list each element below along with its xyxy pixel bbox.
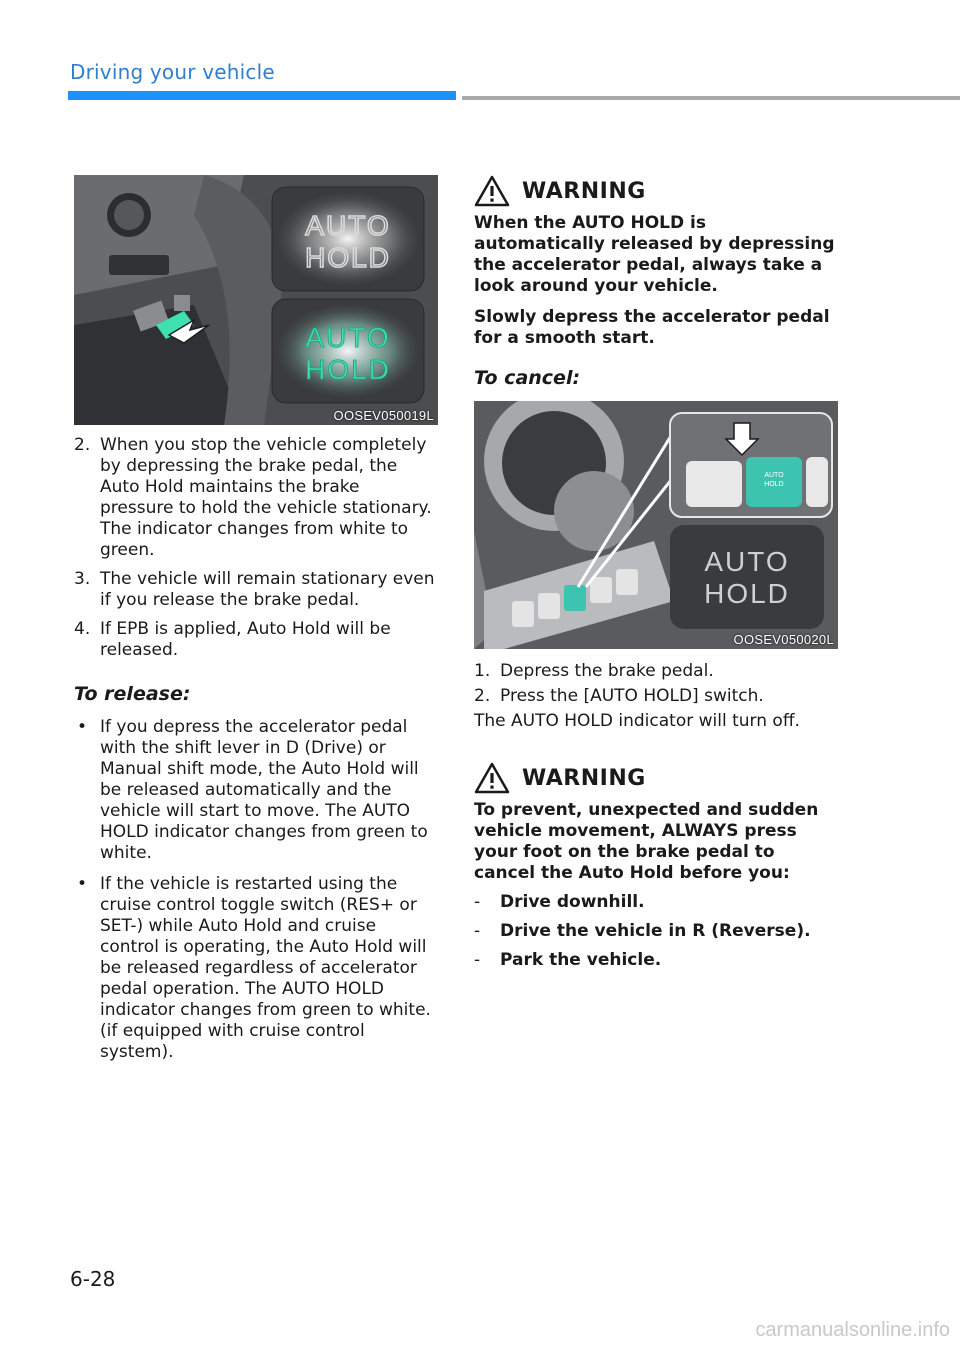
step-number: 2.	[474, 686, 491, 706]
warning-triangle-icon	[474, 762, 510, 794]
page-header-title: Driving your vehicle	[70, 60, 275, 84]
switch-indicator-line1: AUTO	[704, 546, 790, 577]
pedal-scene-graphic	[74, 175, 438, 425]
warning-box-accelerator	[474, 175, 838, 349]
warning-triangle-icon	[474, 175, 510, 207]
indicator-white-line1: AUTO	[305, 210, 391, 241]
step-number: 1.	[474, 661, 491, 681]
auto-hold-pedal-illustration	[74, 175, 438, 425]
switch-indicator-line2: HOLD	[704, 578, 790, 609]
bullet-icon: •	[77, 717, 88, 737]
list-item	[474, 686, 838, 707]
warning-paragraph: Slowly depress the accelerator pedal for a smooth start.	[474, 307, 830, 348]
step-number: 3.	[74, 569, 91, 589]
list-item	[474, 950, 838, 971]
warning-intro: To prevent, unexpected and sudden vehicle movement, ALWAYS press your foot on the brake pedal to cancel the Auto Hold before you:	[474, 800, 819, 883]
bullet-text: If you depress the accelerator pedal with the shift lever in D (Drive) or Manual shift mode, the Auto Hold will be released automatically and the vehicle will start to move. The AUTO HOLD indicator changes from green to white.	[100, 717, 428, 863]
auto-hold-switch-illustration	[474, 401, 838, 649]
indicator-green-line2: HOLD	[305, 354, 391, 385]
dash-icon: -	[474, 921, 481, 941]
list-item	[74, 874, 438, 1063]
switch-button-line1: AUTO	[764, 472, 784, 479]
figure-code: OOSEV050020L	[733, 632, 834, 647]
dash-item-text: Drive downhill.	[500, 892, 645, 912]
list-item	[74, 435, 438, 561]
cancel-steps-list	[474, 661, 838, 707]
release-bullet-list	[74, 717, 438, 1063]
step-text: When you stop the vehicle completely by depressing the brake pedal, the Auto Hold maintains the brake pressure to hold the vehicle stationary. The indicator changes from white to green.	[100, 435, 432, 560]
switch-button-line2: HOLD	[764, 481, 784, 488]
warning-paragraph: When the AUTO HOLD is automatically released by depressing the accelerator pedal, always take a look around your vehicle.	[474, 213, 835, 296]
warning-box-movement	[474, 762, 838, 971]
indicator-white-line2: HOLD	[305, 242, 391, 273]
header-rule-blue	[68, 91, 456, 100]
list-item	[74, 619, 438, 661]
dash-item-text: Park the vehicle.	[500, 950, 662, 970]
list-item	[474, 892, 838, 913]
site-watermark: carmanualsonline.info	[755, 1319, 950, 1341]
cancel-result-text: The AUTO HOLD indicator will turn off.	[474, 711, 800, 731]
left-column	[74, 175, 438, 1073]
indicator-green-line1: AUTO	[305, 322, 391, 353]
list-item	[74, 717, 438, 864]
console-switch-graphic	[474, 401, 838, 649]
header-rule-grey	[462, 96, 960, 100]
step-text: Press the [AUTO HOLD] switch.	[500, 686, 764, 706]
warning-dash-list	[474, 892, 838, 971]
figure-code: OOSEV050019L	[333, 408, 434, 423]
step-number: 2.	[74, 435, 91, 455]
dash-icon: -	[474, 892, 481, 912]
step-number: 4.	[74, 619, 91, 639]
cancel-heading: To cancel:	[474, 367, 581, 389]
right-column	[474, 175, 838, 979]
page-number: 6-28	[70, 1267, 116, 1291]
dash-icon: -	[474, 950, 481, 970]
bullet-icon: •	[77, 874, 88, 894]
list-item	[474, 921, 838, 942]
release-heading: To release:	[74, 683, 191, 705]
list-item	[74, 569, 438, 611]
step-text: If EPB is applied, Auto Hold will be released.	[100, 619, 391, 660]
step-text: Depress the brake pedal.	[500, 661, 714, 681]
warning-label: WARNING	[522, 765, 646, 791]
warning-label: WARNING	[522, 178, 646, 204]
auto-hold-steps-list	[74, 435, 438, 661]
list-item	[474, 661, 838, 682]
step-text: The vehicle will remain stationary even if you release the brake pedal.	[100, 569, 435, 610]
bullet-text: If the vehicle is restarted using the cruise control toggle switch (RES+ or SET-) while Auto Hold and cruise control is operating, the Auto Hold will be released regardless of accelerator pedal operation. The AUTO HOLD indicator changes from green to white. (if equipped with cruise control system).	[100, 874, 431, 1062]
dash-item-text: Drive the vehicle in R (Reverse).	[500, 921, 811, 941]
